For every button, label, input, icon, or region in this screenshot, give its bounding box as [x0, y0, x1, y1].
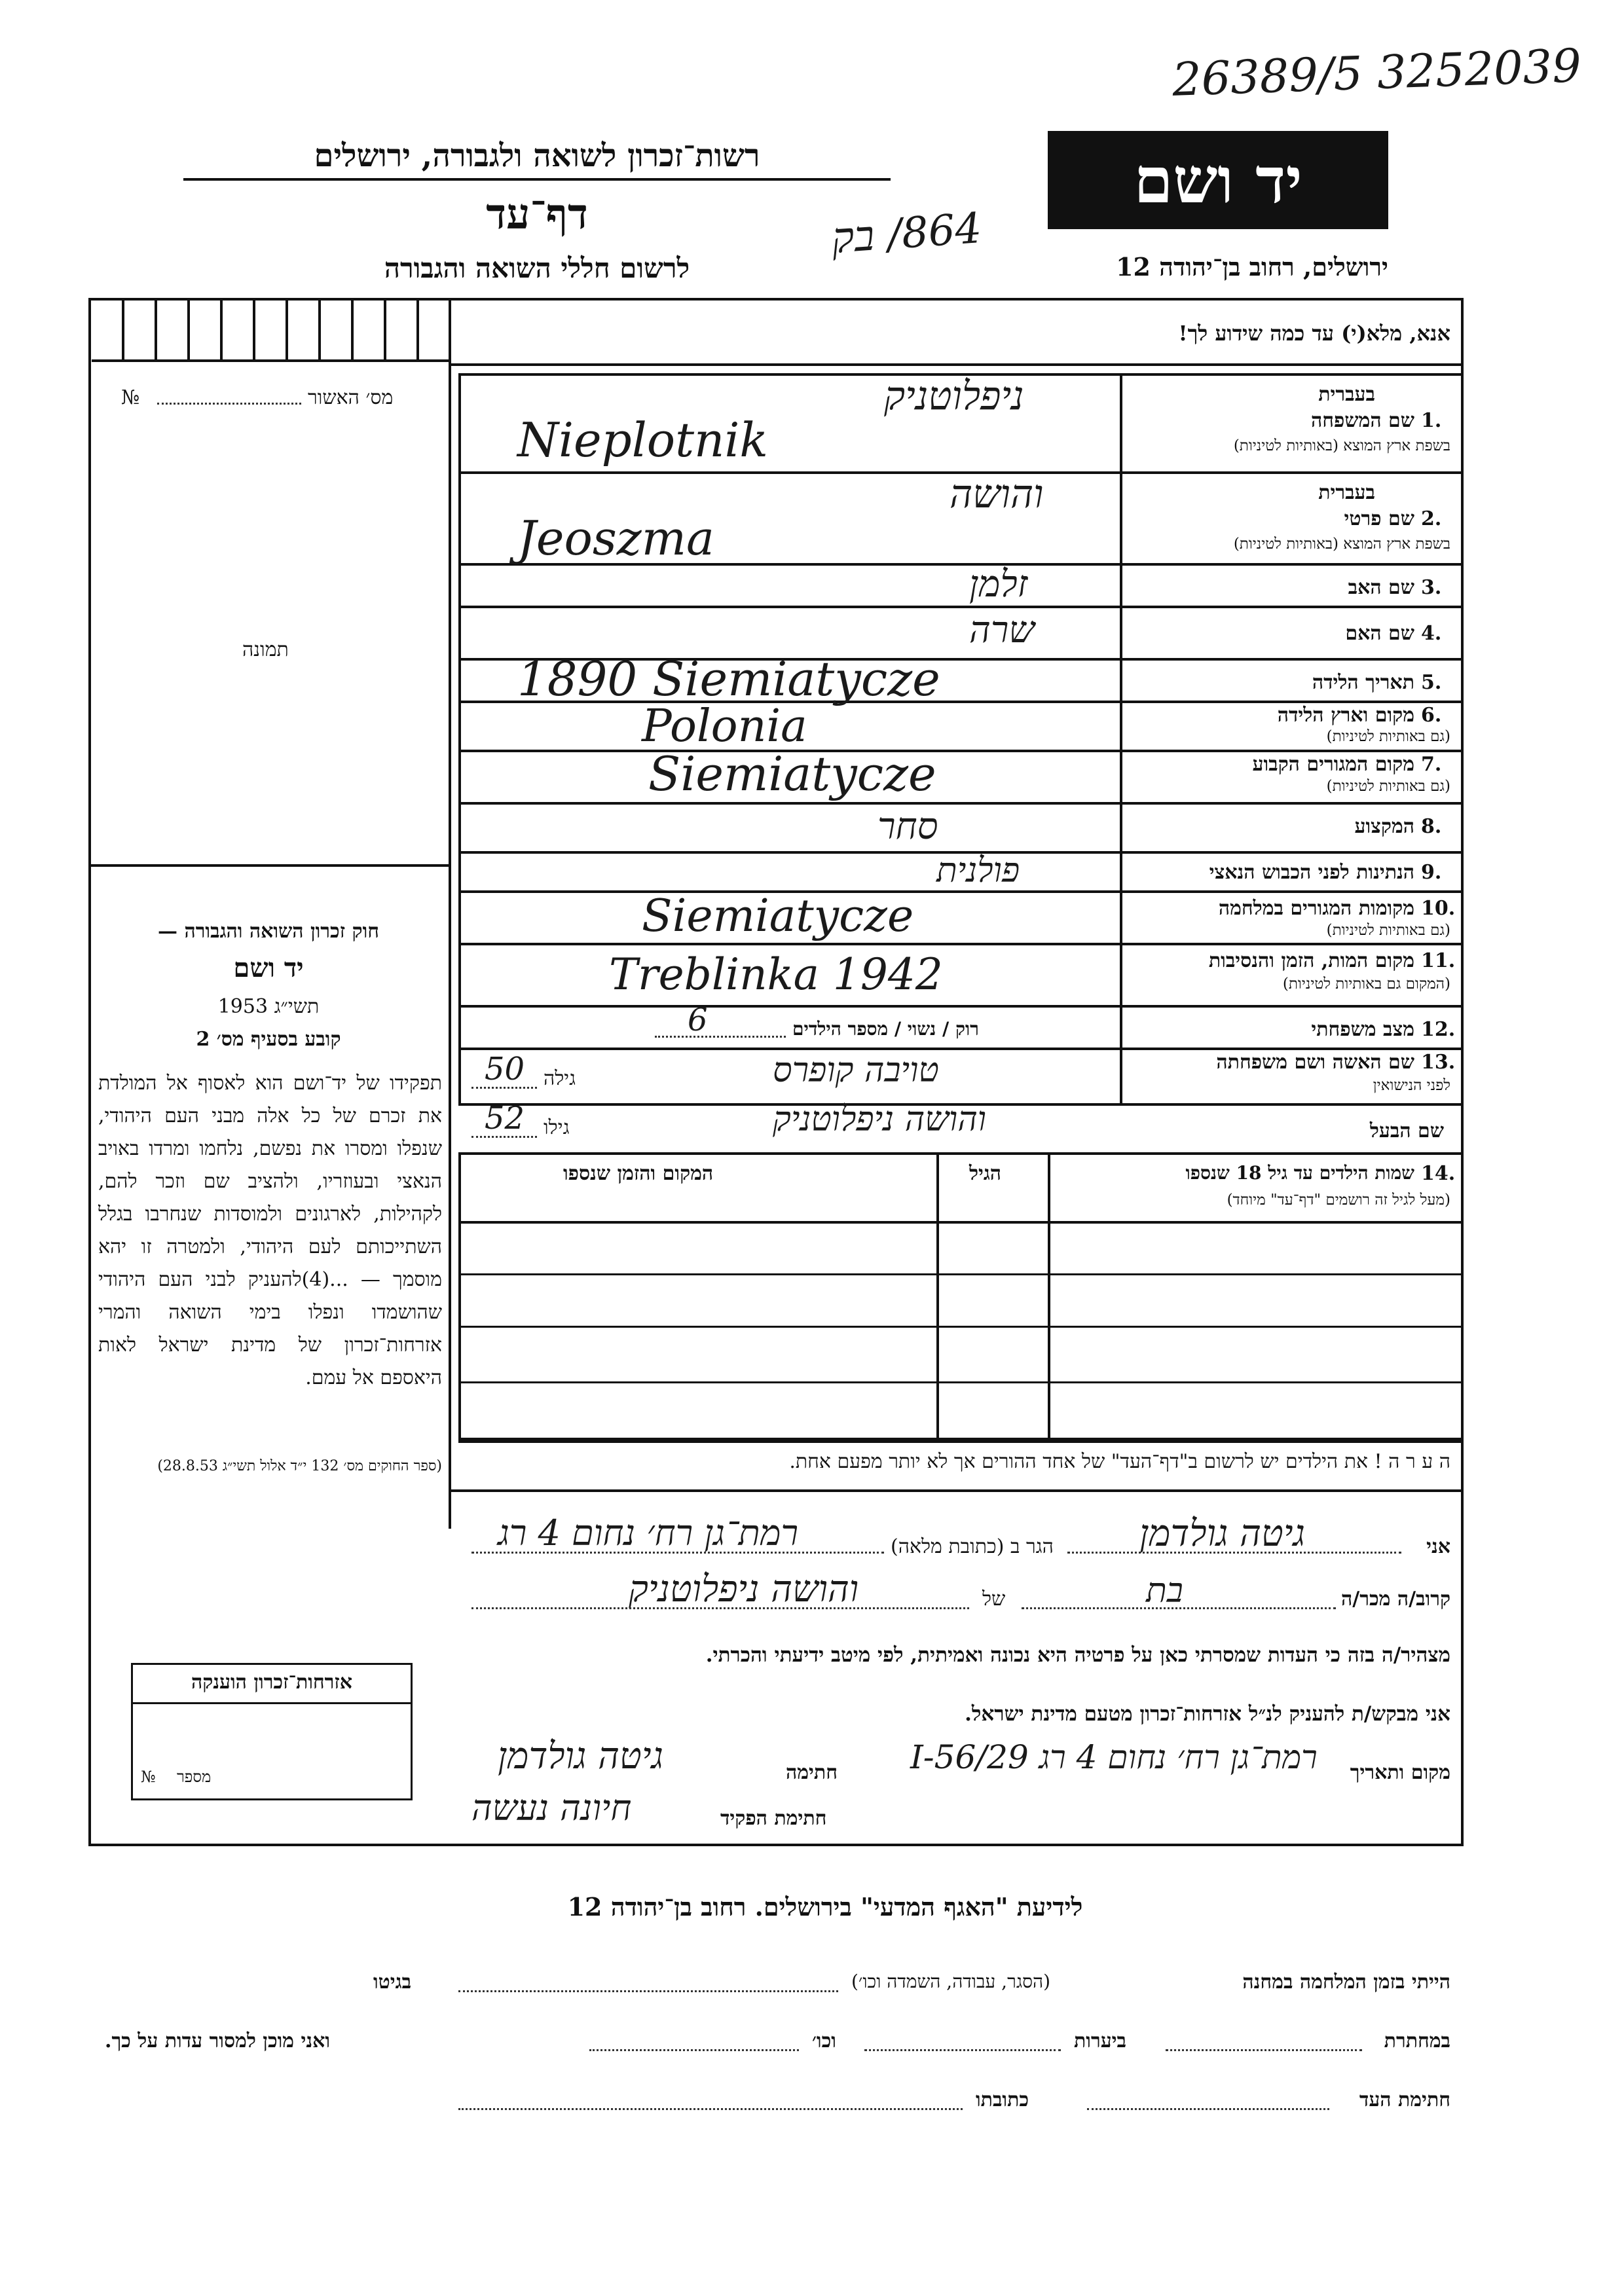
- left-column-divider: [449, 298, 451, 1529]
- field-13-label: שם האשה ושם משפחתה: [1216, 1051, 1414, 1074]
- children-sub: (מעל לגיל זה רושמים "דף־עד" מיוחד): [1227, 1192, 1450, 1209]
- field-6-label: מקום וארץ הלידה: [1277, 704, 1414, 727]
- field-1-value-latin: Nieplotnik: [517, 412, 769, 467]
- bottom-line2-mid: ביערות: [1074, 2030, 1127, 2052]
- field-13-sub: לפני הנישואין: [1373, 1077, 1450, 1094]
- children-col-age: הגיל: [969, 1162, 1002, 1185]
- place-date-label: מקום ותאריך: [1350, 1761, 1450, 1784]
- resides-label: הגר ב (כתובת מלאה): [891, 1535, 1054, 1558]
- bottom-line2-end: ואני מוכן למסור עדות על כך.: [105, 2030, 331, 2052]
- field-9-label: הנתינות לפני הכבוש הנאצי: [1209, 861, 1414, 884]
- form-subtitle: לרשום חללי השואה והגבורה: [384, 252, 690, 284]
- husband-age-label: גילו: [544, 1116, 570, 1139]
- field-12-status-options: רוק / נשוי / מספר הילדים: [792, 1018, 979, 1040]
- wife-age-label: גילה: [544, 1067, 576, 1090]
- field-4-label: שם האם: [1345, 622, 1414, 645]
- relation-value: בת: [1146, 1571, 1183, 1611]
- law-logo: יד ושם: [233, 953, 304, 983]
- husband-label: שם הבעל: [1369, 1120, 1444, 1142]
- declaration-statement: מצהיר/ה בזה כי העדות שמסרתי כאן על פרטיה היא נכונה ואמיתית, לפי מיטב ידיעתי והכרתי.: [705, 1643, 1450, 1667]
- field-4-value: שרה: [969, 609, 1035, 651]
- field-7-label: מקום המגורים הקבוע: [1252, 753, 1414, 776]
- citizenship-title: אזרחות־זכרון הוענקה: [191, 1671, 353, 1694]
- field-1-value-hebrew: ניפלוטניק: [884, 373, 1024, 419]
- field-3-value: זלמן: [969, 563, 1028, 606]
- field-2-value-hebrew: והושה: [950, 471, 1044, 517]
- field-7-sub: (גם באותיות לטיניות): [1326, 778, 1450, 795]
- children-label: שמות הילדים עד גיל 18 שנספו: [1185, 1162, 1414, 1184]
- field-10-sub: (גם באותיות לטיניות): [1326, 922, 1450, 939]
- field-11-label: מקום המות, הזמן והנסיבות: [1208, 949, 1414, 972]
- of-name: והושה ניפלוטניק: [629, 1568, 859, 1611]
- children-col-place: המקום והזמן שנספו: [563, 1162, 714, 1185]
- field-5-label: תאריך הלידה: [1312, 671, 1414, 694]
- law-title: חוק זכרון השואה והגבורה —: [158, 920, 379, 943]
- declaration-request: אני מבקש/ת להעניק לנ״ל אזרחות־זכרון מטעם מדינת ישראל.: [965, 1702, 1450, 1726]
- bottom-line1-end: בגיטו: [373, 1971, 412, 1994]
- field-3-label: שם האב: [1348, 576, 1414, 599]
- approval-number-label: מס׳ האשור: [308, 386, 394, 409]
- citizenship-no: №: [141, 1768, 156, 1786]
- field-8-value: סחר: [877, 805, 938, 848]
- declaration-ani: אני: [1426, 1535, 1450, 1558]
- children-note: ה ע ר ה ! את הילדים יש לרשום ב"דף־העד" של אחד ההורים אך לא יותר מפעם אחת.: [789, 1450, 1450, 1473]
- bottom-line1-start: הייתי בזמן המלחמה במחנה: [1242, 1971, 1450, 1994]
- signature-value: גיטה גולדמן: [498, 1735, 663, 1777]
- field-2-hebrew-tag: בעברית: [1318, 481, 1375, 504]
- law-text: תפקידו של יד־ושם הוא לאסוף אל המולדת את זכרם של כל אלה מבני העם היהודי, שנפלו ומסרו את נפשם, נלחמו ומרדו באויב הנאצי ובעוזריו, ולהציב שם וזכר להם, לקהילות, לארגונים ולמוסדות שנחרבו בגלל השתייכותם לעם היהודי, ולמטרה זו יהא מוסמך — ...(4)להעניק לבני העם היהודי שהושמדו ונפלו בימי השואה והמרי אזרחות־זכרון של מדינת ישראל לאות היאספם אל עמם.: [98, 1072, 443, 1389]
- field-1-sub: בשפת ארץ המוצא (באותיות לטיניות): [1233, 437, 1450, 454]
- law-year: תשי״ג 1953: [217, 995, 320, 1018]
- signature-label: חתימה: [786, 1761, 838, 1784]
- field-1-label: שם המשפחה: [1310, 409, 1414, 432]
- field-9-value: פולנית: [936, 851, 1020, 890]
- field-2-sub: בשפת ארץ המוצא (באותיות לטיניות): [1233, 536, 1450, 553]
- stamp-number: 864/ בק: [830, 204, 984, 263]
- husband-name-value: והושה ניפלוטניק: [773, 1100, 987, 1139]
- officer-label: חתימת הפקיד: [720, 1807, 827, 1830]
- photo-label: תמונה: [242, 638, 289, 661]
- field-12-label: מצב משפחתי: [1311, 1018, 1414, 1041]
- bottom-line2-start: במחתרת: [1384, 2030, 1450, 2052]
- field-11-value: Treblinka 1942: [609, 949, 943, 1000]
- declarant-name: גיטה גולדמן: [1139, 1512, 1305, 1555]
- field-5-value: 1890 Siemiatycze: [517, 651, 940, 706]
- header-address: ירושלים, רחוב בן־יהודה 12: [1116, 252, 1388, 282]
- form-title: דף־עד: [486, 190, 588, 239]
- place-date-value: רמת־גן רח׳ נחום 4 רג 29/I-56: [910, 1738, 1318, 1776]
- bottom-line3-mid: כתובתו: [976, 2088, 1029, 2111]
- field-2-value-latin: Jeoszma: [517, 511, 714, 566]
- yad-vashem-logo: יד ושם: [1048, 131, 1388, 229]
- citizenship-number-label: מספר: [177, 1768, 212, 1786]
- declarant-address: רמת־גן רח׳ נחום 4 רג: [498, 1512, 799, 1554]
- wife-name-value: טויבה קופרס: [773, 1051, 939, 1090]
- bottom-line2-vc: וכו׳: [812, 2030, 836, 2052]
- bottom-title: לידיעת "האגף המדעי" בירושלים. רחוב בן־יהודה 12: [567, 1892, 1083, 1922]
- bottom-line1-mid: (הסגר, עבודה, השמדה וכו׳): [851, 1971, 1051, 1992]
- husband-age-value: 52: [485, 1100, 525, 1137]
- field-2-label: שם פרטי: [1344, 507, 1414, 530]
- relation-label: קרוב/ה מכר/ה: [1341, 1588, 1450, 1611]
- of-label: של: [982, 1588, 1006, 1611]
- field-12-children-count: 6: [688, 1002, 708, 1038]
- field-6-value: Polonia: [642, 701, 807, 752]
- top-left-grid: [92, 301, 449, 362]
- field-10-label: מקומות המגורים במלחמה: [1218, 897, 1414, 920]
- appeal-text: אנא, מלא(י) עד כמה שידוע לך!: [1178, 321, 1450, 346]
- law-clause: קובע בסעיף מס׳ 2: [196, 1028, 341, 1051]
- wife-age-value: 50: [485, 1051, 525, 1087]
- field-7-value: Siemiatycze: [648, 746, 936, 801]
- law-source: (ספר החוקים מס׳ 132 י״ד אלול תשי״ג 28.8.53): [157, 1458, 442, 1474]
- field-1-hebrew-tag: בעברית: [1318, 383, 1375, 406]
- field-8-label: המקצוע: [1354, 815, 1414, 838]
- organization-line: רשות־זכרון לשואה ולגבורה, ירושלים: [183, 137, 891, 181]
- field-11-sub: (המקום גם באותיות לטיניות): [1282, 975, 1450, 993]
- archive-reference: 26389/5 3252039: [1171, 39, 1583, 107]
- approval-number-symbol: №: [121, 386, 140, 409]
- bottom-line3-start: חתימת העד: [1359, 2088, 1450, 2111]
- field-10-value: Siemiatycze: [642, 890, 914, 942]
- field-6-sub: (גם באותיות לטיניות): [1326, 728, 1450, 745]
- officer-signature: חיונה נעשה: [471, 1787, 632, 1829]
- field-label-divider: [1120, 373, 1122, 1103]
